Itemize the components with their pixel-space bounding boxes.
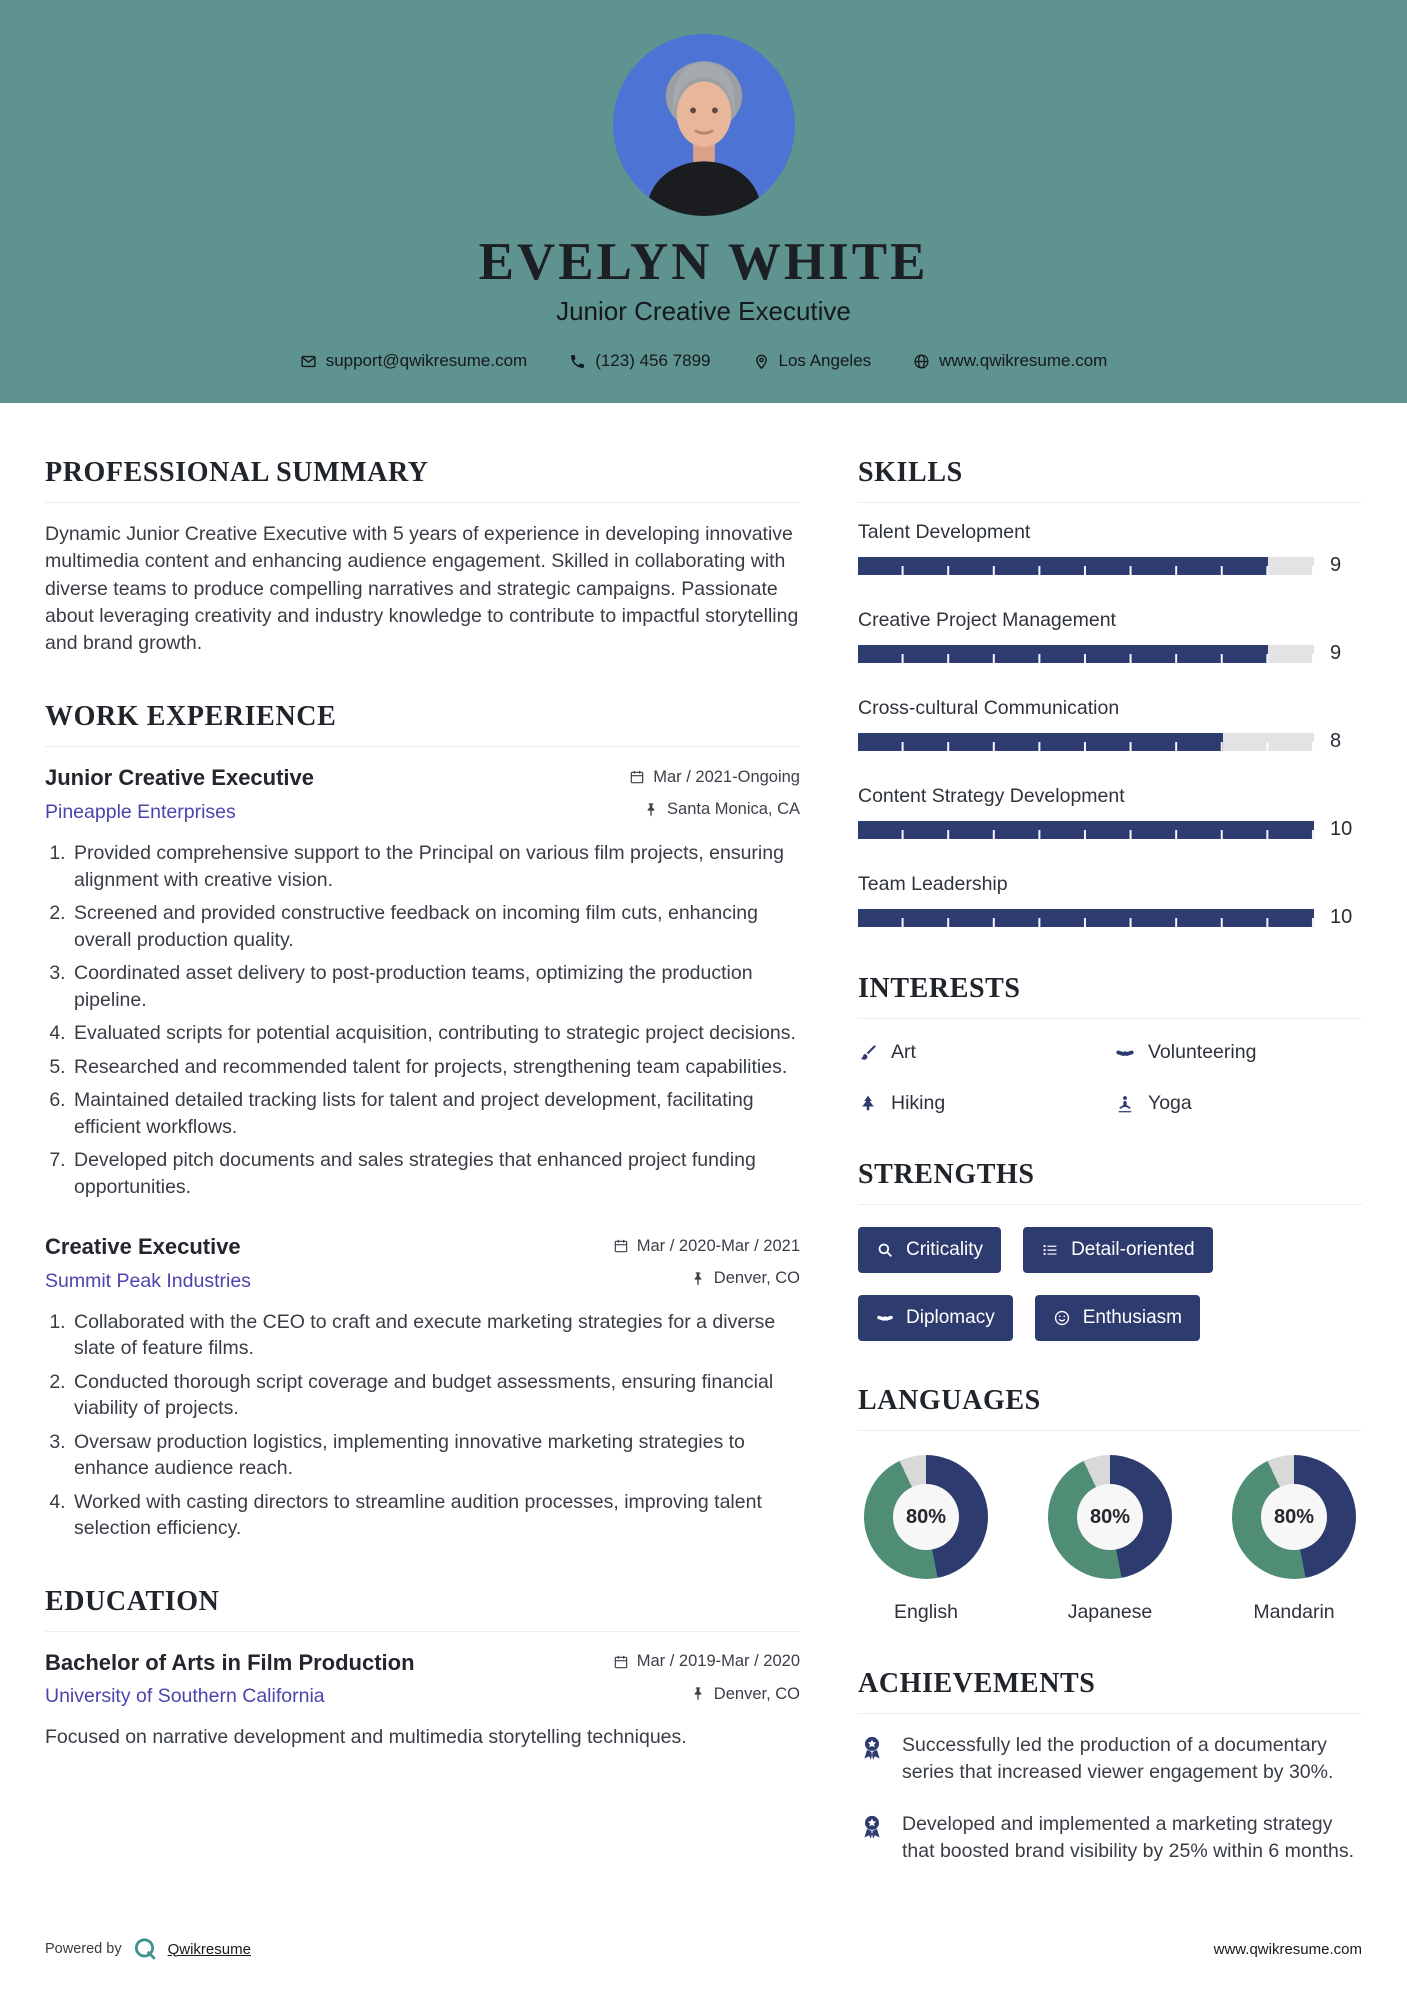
job-subhead (45, 800, 800, 824)
job-dates (629, 768, 800, 787)
language-donut (864, 1455, 988, 1579)
skill-label: Team Leadership (858, 873, 1008, 895)
interest-item (858, 1092, 1105, 1115)
section-achievements (858, 1668, 1362, 1865)
page-footer (0, 1916, 1407, 1990)
pushpin-icon (643, 802, 659, 818)
job-bullet: 5. Researched and recommended talent for projects, strengthening team capabilities. (71, 1054, 800, 1081)
achievements-heading: ACHIEVEMENTS (858, 1668, 1362, 1714)
skill-value: 9 (1330, 554, 1342, 576)
phone-icon (569, 353, 586, 370)
language-percent: 80% (1261, 1484, 1327, 1550)
interest-item (1115, 1041, 1362, 1064)
achievement-item (858, 1811, 1362, 1866)
job-bullet: 2. Screened and provided constructive feedback on incoming film cuts, enhancing overall production quality. (71, 900, 800, 953)
location-pin-icon (753, 353, 770, 370)
language-label: Japanese (1067, 1601, 1153, 1623)
skill-value: 8 (1330, 730, 1342, 752)
strength-label: Diplomacy (906, 1307, 995, 1328)
right-column (858, 457, 1362, 1909)
section-work-experience (45, 701, 800, 1541)
education-dates (613, 1652, 800, 1671)
skill-bar-ticks (858, 830, 1314, 838)
section-skills (858, 457, 1362, 929)
yoga-icon (1115, 1094, 1135, 1114)
contact-phone (569, 351, 710, 371)
skill-bar (858, 909, 1314, 927)
skill-item (858, 873, 1362, 929)
job-head (45, 1234, 800, 1260)
pushpin-icon (690, 1686, 706, 1702)
footer-website: www.qwikresume.com (1213, 1940, 1362, 1958)
strength-label: Enthusiasm (1082, 1307, 1182, 1328)
skill-bar (858, 557, 1314, 575)
education-dates-text: Mar / 2019-Mar / 2020 (636, 1652, 800, 1671)
candidate-name: EVELYN WHITE (478, 233, 929, 291)
skill-value: 9 (1330, 642, 1342, 664)
contact-website[interactable] (913, 351, 1107, 371)
education-location-text: Denver, CO (713, 1684, 800, 1703)
skill-label: Creative Project Management (858, 609, 1116, 631)
contact-email[interactable] (300, 351, 528, 371)
job-bullet: 7. Developed pitch documents and sales strategies that enhanced project funding opportunities. (71, 1147, 800, 1200)
contact-phone-text: (123) 456 7899 (595, 351, 711, 370)
section-summary (45, 457, 800, 657)
strength-pill (858, 1295, 1013, 1341)
interest-item (1115, 1092, 1362, 1115)
skill-bar (858, 821, 1314, 839)
job-subhead (45, 1269, 800, 1293)
skill-bar-ticks (858, 654, 1314, 662)
job-entry (45, 1234, 800, 1542)
job-bullets (45, 840, 800, 1200)
contact-location-text: Los Angeles (778, 351, 872, 370)
languages-heading: LANGUAGES (858, 1385, 1362, 1431)
job-title: Junior Creative Executive (45, 765, 315, 791)
smiley-icon (1053, 1309, 1071, 1327)
education-location (690, 1685, 800, 1704)
skill-bar-ticks (858, 566, 1314, 574)
language-percent: 80% (1077, 1484, 1143, 1550)
section-strengths (858, 1159, 1362, 1341)
job-head (45, 765, 800, 791)
job-bullet: 1. Collaborated with the CEO to craft and execute marketing strategies for a diverse slate of feature films. (71, 1309, 800, 1362)
interest-item (858, 1041, 1105, 1064)
language-donut (1048, 1455, 1172, 1579)
interests-heading: INTERESTS (858, 973, 1362, 1019)
job-location-text: Santa Monica, CA (667, 800, 800, 819)
strengths-heading: STRENGTHS (858, 1159, 1362, 1205)
magnifier-icon (876, 1241, 894, 1259)
strengths-pills (858, 1223, 1362, 1341)
skill-label: Content Strategy Development (858, 785, 1125, 807)
achievement-text: Successfully led the production of a documentary series that increased viewer engagement by 30%. (902, 1734, 1334, 1784)
skill-value: 10 (1330, 906, 1353, 928)
education-description: Focused on narrative development and multimedia storytelling techniques. (45, 1726, 687, 1749)
education-heading: EDUCATION (45, 1586, 800, 1632)
candidate-title: Junior Creative Executive (556, 296, 851, 326)
skill-bar-ticks (858, 742, 1314, 750)
achievement-item (858, 1732, 1362, 1787)
profile-photo-illustration (613, 34, 795, 216)
job-location (643, 800, 800, 819)
handshake-icon (1115, 1043, 1135, 1063)
job-bullet: 3. Oversaw production logistics, implementing innovative marketing strategies to enhance audience reach. (71, 1429, 800, 1482)
skill-item (858, 521, 1362, 577)
summary-heading: PROFESSIONAL SUMMARY (45, 457, 800, 503)
qwikresume-brand-link[interactable]: Qwikresume (167, 1940, 251, 1958)
left-column (45, 457, 800, 1796)
language-item (864, 1455, 988, 1624)
job-title: Creative Executive (45, 1234, 241, 1260)
job-bullet: 2. Conducted thorough script coverage and budget assessments, ensuring financial viability of projects. (71, 1369, 800, 1422)
skill-bar (858, 733, 1314, 751)
strength-pill (1023, 1227, 1213, 1273)
company-name[interactable]: Summit Peak Industries (45, 1269, 251, 1292)
language-item (1048, 1455, 1172, 1624)
interest-label: Hiking (891, 1092, 946, 1114)
calendar-icon (613, 1654, 629, 1670)
main-content (0, 403, 1407, 1916)
powered-by-text: Powered by (45, 1941, 122, 1957)
job-dates-text: Mar / 2021-Ongoing (653, 767, 800, 786)
language-percent: 80% (893, 1484, 959, 1550)
language-label: Mandarin (1253, 1601, 1335, 1623)
email-icon (300, 353, 317, 370)
section-education (45, 1586, 800, 1752)
skill-bar (858, 645, 1314, 663)
skill-bar-ticks (858, 918, 1314, 926)
strength-label: Detail-oriented (1071, 1239, 1195, 1260)
language-item (1232, 1455, 1356, 1624)
skill-item (858, 785, 1362, 841)
interest-label: Art (891, 1041, 916, 1063)
job-location-text: Denver, CO (713, 1269, 800, 1288)
award-icon (858, 1734, 886, 1787)
globe-icon (913, 353, 930, 370)
strength-label: Criticality (906, 1239, 984, 1260)
language-donut (1232, 1455, 1356, 1579)
tree-icon (858, 1094, 878, 1114)
degree-title: Bachelor of Arts in Film Production (45, 1649, 415, 1675)
job-dates (613, 1237, 800, 1256)
contact-location (753, 351, 872, 371)
section-interests (858, 973, 1362, 1115)
job-bullet: 3. Coordinated asset delivery to post-production teams, optimizing the production pipeline. (71, 960, 800, 1013)
job-bullet: 4. Worked with casting directors to streamline audition processes, improving talent selection efficiency. (71, 1489, 800, 1542)
paintbrush-icon (858, 1043, 878, 1063)
job-location (690, 1269, 800, 1288)
job-bullet: 1. Provided comprehensive support to the Principal on various film projects, ensuring alignment with creative vision. (71, 840, 800, 893)
education-head (45, 1650, 800, 1676)
skills-heading: SKILLS (858, 457, 1362, 503)
skill-item (858, 697, 1362, 753)
job-entry (45, 765, 800, 1200)
profile-photo (613, 34, 795, 216)
job-dates-text: Mar / 2020-Mar / 2021 (636, 1236, 800, 1255)
award-icon (858, 1813, 886, 1866)
skill-label: Cross-cultural Communication (858, 697, 1120, 719)
qwikresume-logo-icon (132, 1936, 158, 1962)
work-heading: WORK EXPERIENCE (45, 701, 800, 747)
job-bullet: 6. Maintained detailed tracking lists for talent and project development, facilitating efficient workflows. (71, 1087, 800, 1140)
contact-website-text: www.qwikresume.com (939, 351, 1108, 370)
handshake-icon (876, 1309, 894, 1327)
interests-grid (858, 1037, 1362, 1115)
contact-email-text: support@qwikresume.com (325, 351, 528, 370)
calendar-icon (613, 1238, 629, 1254)
education-subhead (45, 1685, 800, 1709)
job-bullets (45, 1309, 800, 1542)
calendar-icon (629, 769, 645, 785)
strength-pill (1035, 1295, 1200, 1341)
powered-by (45, 1936, 251, 1962)
achievement-text: Developed and implemented a marketing strategy that boosted brand visibility by 25% within 6 months. (902, 1812, 1354, 1862)
summary-text: Dynamic Junior Creative Executive with 5 years of experience in developing innovative multimedia content and enhancing audience engagement. Skilled in collaborating with diverse teams to produce compelling narratives and strategic campaigns. Passionate about leveraging creativity and industry knowledge to contribute to impactful storytelling and brand growth. (45, 523, 799, 655)
header (0, 0, 1407, 403)
strength-pill (858, 1227, 1001, 1273)
interest-label: Volunteering (1148, 1041, 1257, 1063)
languages-row (858, 1449, 1362, 1624)
job-bullet: 4. Evaluated scripts for potential acquisition, contributing to strategic project decisions. (71, 1020, 800, 1047)
school-name[interactable]: University of Southern California (45, 1685, 325, 1708)
company-name[interactable]: Pineapple Enterprises (45, 800, 236, 823)
skill-label: Talent Development (858, 521, 1031, 543)
skill-item (858, 609, 1362, 665)
pushpin-icon (690, 1271, 706, 1287)
section-languages (858, 1385, 1362, 1624)
contact-row (0, 351, 1407, 371)
list-icon (1041, 1241, 1059, 1259)
skill-value: 10 (1330, 818, 1353, 840)
interest-label: Yoga (1148, 1092, 1192, 1114)
language-label: English (894, 1601, 958, 1623)
